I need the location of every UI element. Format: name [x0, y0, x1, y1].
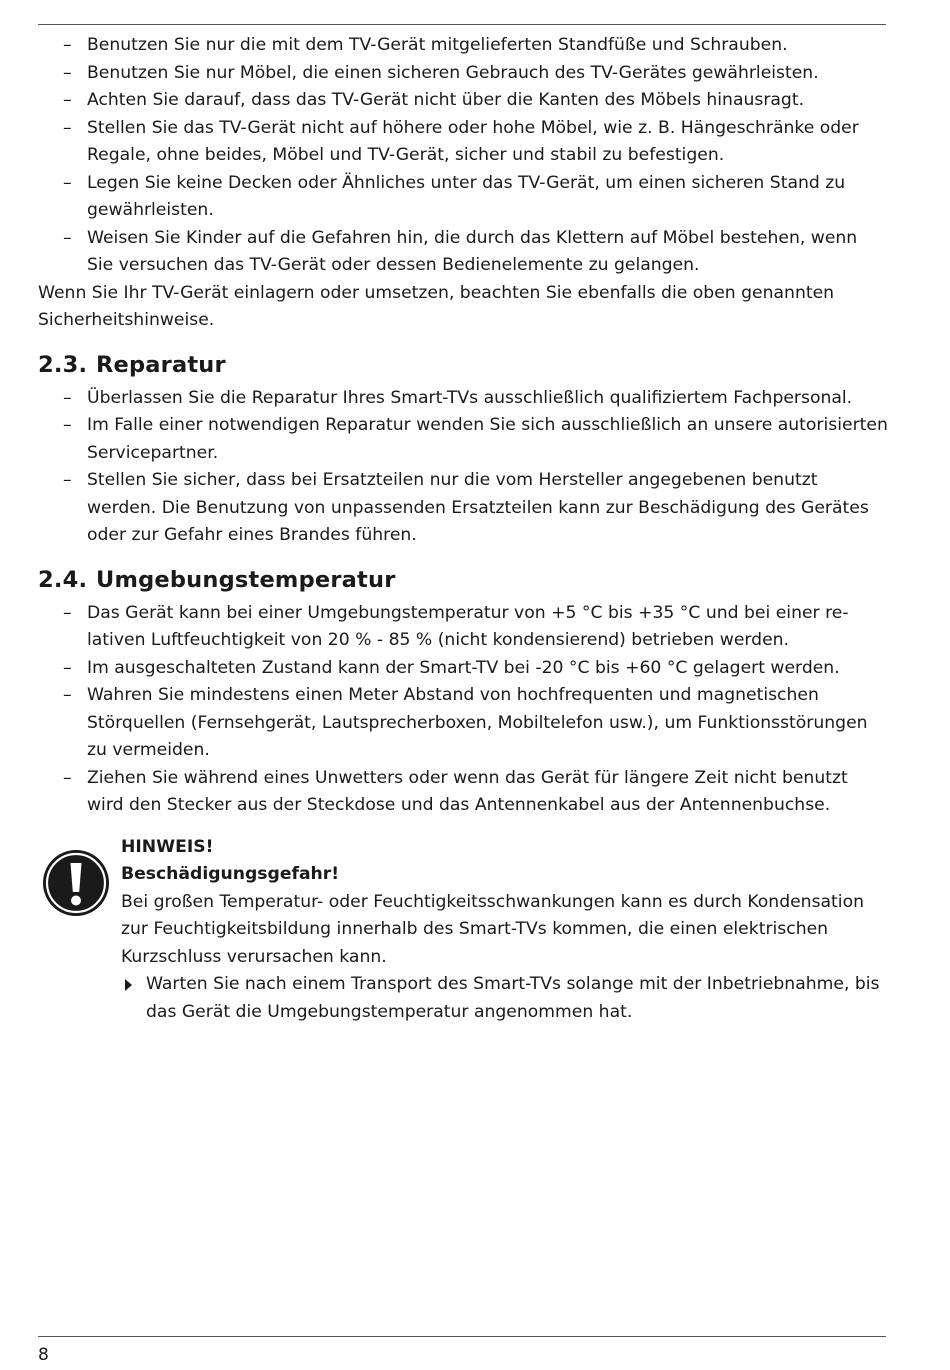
page-number: 8 [38, 1345, 49, 1365]
footer-rule [38, 1336, 886, 1337]
list-item: – Das Gerät kann bei einer Umgebungstemperatur von +5 °C bis +35 °C und bei einer relativen Luftfeuchtigkeit von 20 % - 85 % (nicht kondensierend) betrieben werden. [38, 600, 888, 655]
notice-box [38, 834, 888, 1027]
notice-label: HINWEIS! [121, 836, 214, 857]
list-item: – Wahren Sie mindestens einen Meter Abstand von hochfrequenten und magnetischen Störquellen (Fernsehgerät, Lautsprecherboxen, Mobiltelefon usw.), um Funktionsstörungen zu vermeiden. [38, 682, 888, 765]
section-heading-reparatur [38, 349, 888, 381]
reparatur-list [38, 385, 888, 550]
list-item: – Legen Sie keine Decken oder Ähnliches unter das TV-Gerät, um einen sicheren Stand zu gewährleisten. [38, 170, 888, 225]
umgebungstemperatur-list [38, 600, 888, 820]
notice-action-text: Warten Sie nach einem Transport des Smart-TVs solange mit der Inbetriebnahme, bis das Gerät die Umgebungstemperatur angenommen hat. [146, 974, 880, 1022]
list-item: – Stellen Sie das TV-Gerät nicht auf höhere oder hohe Möbel, wie z. B. Hängeschränke oder Regale, ohne beides, Möbel und TV-Gerät, sicher und stabil zu befestigen. [38, 115, 888, 170]
page-content [38, 32, 888, 1026]
exclamation-circle-icon [41, 848, 111, 918]
storage-paragraph: Wenn Sie Ihr TV-Gerät einlagern oder umsetzen, beachten Sie ebenfalls die oben genannten Sicherheitshinweise. [38, 282, 835, 330]
notice-subtitle: Beschädigungsgefahr! [121, 864, 340, 884]
list-item: – Überlassen Sie die Reparatur Ihres Smart-TVs ausschließlich qualifiziertem Fachpersonal. [38, 385, 888, 413]
header-rule [38, 24, 886, 25]
notice-action-list [121, 971, 888, 1026]
list-item: – Im Falle einer notwendigen Reparatur wenden Sie sich ausschließlich an unsere autorisierten Servicepartner. [38, 412, 888, 467]
list-item: – Stellen Sie sicher, dass bei Ersatzteilen nur die vom Hersteller angegebenen benutzt werden. Die Benutzung von unpassenden Ersatzteilen kann zur Beschädigung des Gerätes oder zur Gefahr eines Brandes führen. [38, 467, 888, 550]
list-item: – Weisen Sie Kinder auf die Gefahren hin, die durch das Klettern auf Möbel bestehen, wenn Sie versuchen das TV-Gerät oder dessen Bedienelemente zu gelangen. [38, 225, 888, 280]
list-item [121, 971, 888, 1026]
top-list [38, 32, 888, 280]
section-title: Umgebungstemperatur [96, 566, 396, 593]
section-title: Reparatur [96, 351, 226, 378]
list-item: – Benutzen Sie nur Möbel, die einen sicheren Gebrauch des TV-Gerätes gewährleisten. [38, 60, 888, 88]
list-item: – Benutzen Sie nur die mit dem TV-Gerät mitgelieferten Standfüße und Schrauben. [38, 32, 888, 60]
section-heading-umgebungstemperatur [38, 564, 888, 596]
list-item: – Ziehen Sie während eines Unwetters oder wenn das Gerät für längere Zeit nicht benutzt wird den Stecker aus der Steckdose und das Antennenkabel aus der Antennenbuchse. [38, 765, 888, 820]
section-number: 2.3. [38, 351, 88, 378]
arrow-right-icon [125, 979, 132, 991]
list-item: – Im ausgeschalteten Zustand kann der Smart-TV bei -20 °C bis +60 °C gelagert werden. [38, 655, 888, 683]
section-number: 2.4. [38, 566, 88, 593]
list-item: – Achten Sie darauf, dass das TV-Gerät nicht über die Kanten des Möbels hinausragt. [38, 87, 888, 115]
notice-text: Bei großen Temperatur- oder Feuchtigkeitsschwankungen kann es durch Kondensation zur Feuchtigkeitsbildung innerhalb des Smart-TVs kommen, die einen elektrischen Kurzschluss verursachen kann. [121, 891, 864, 967]
